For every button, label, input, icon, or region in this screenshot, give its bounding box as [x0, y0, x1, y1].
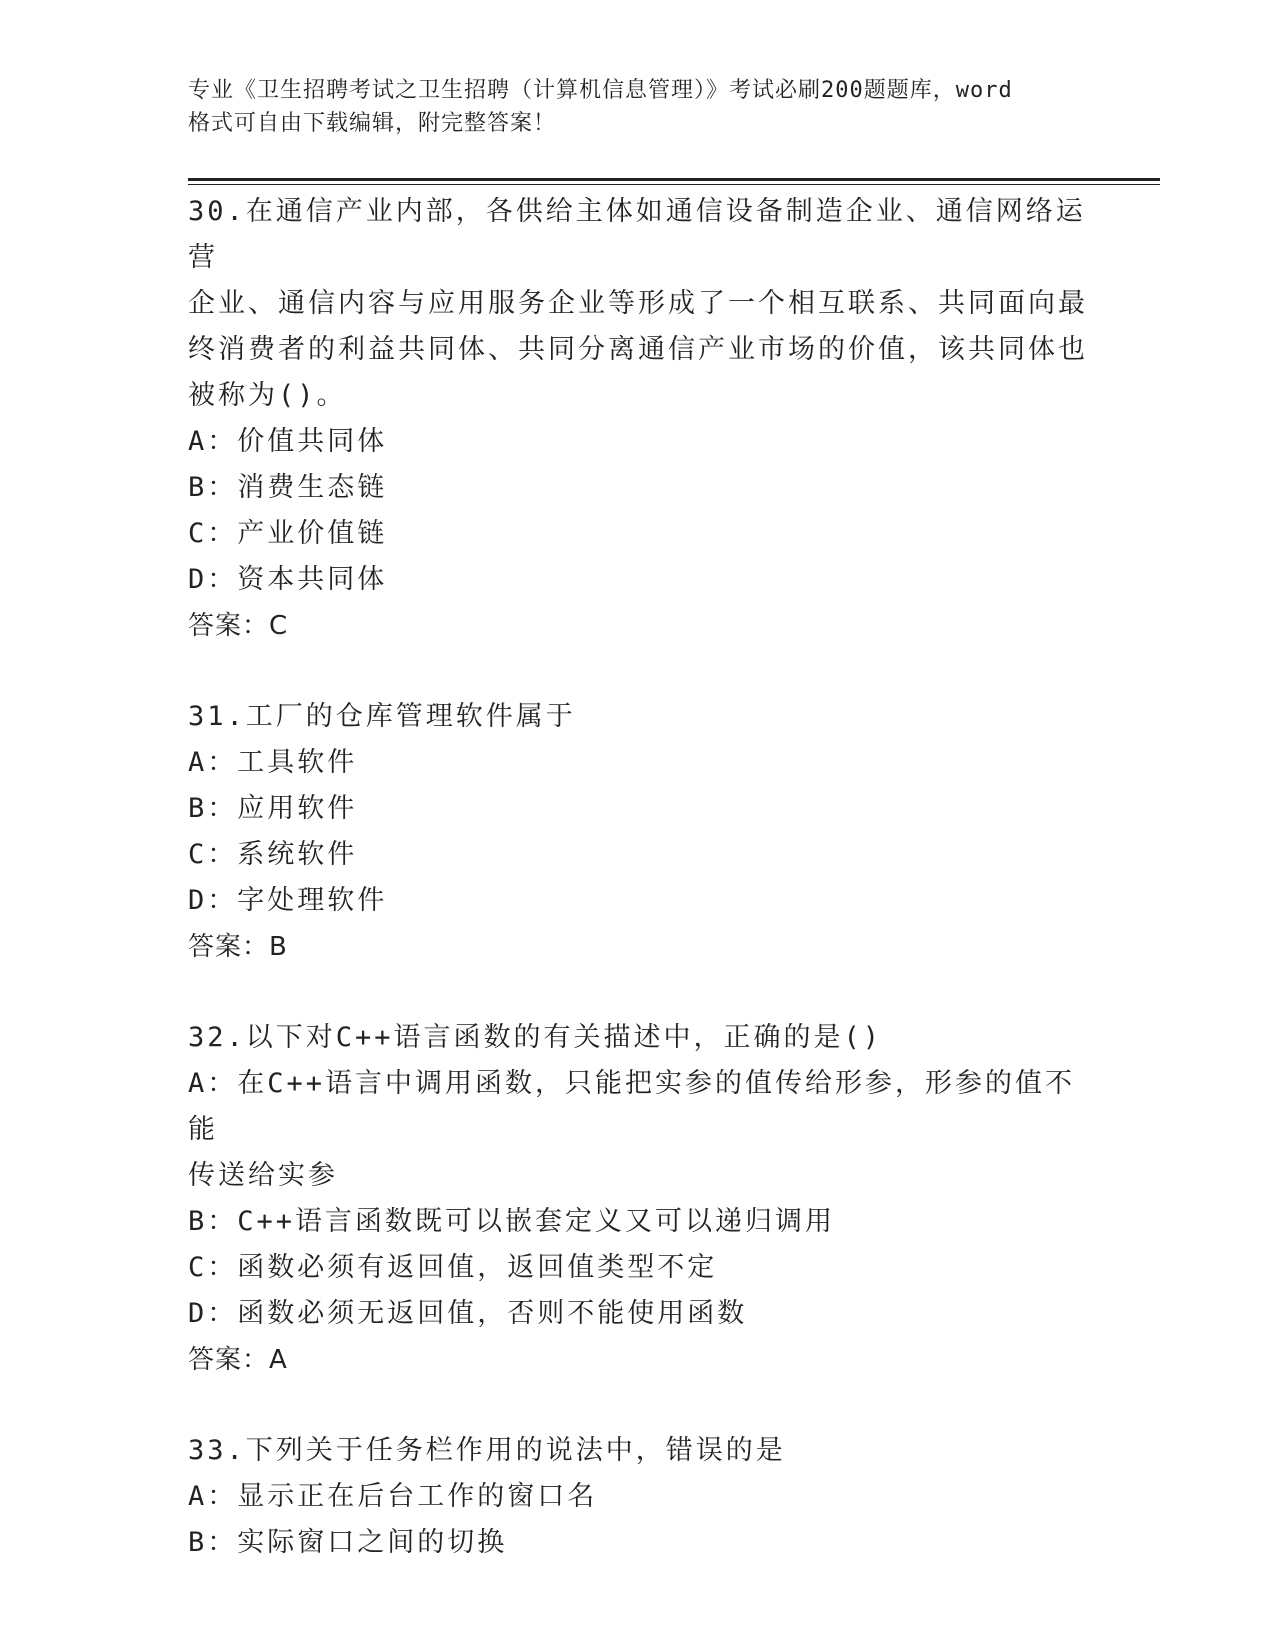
option-c: C：产业价值链 — [188, 518, 388, 549]
answer-line: 答案：C — [188, 611, 289, 641]
question-list — [188, 189, 1088, 1611]
question-31 — [188, 694, 1088, 970]
option-d: D：资本共同体 — [188, 564, 388, 595]
answer-line: 答案：B — [188, 932, 288, 962]
option-a: A：工具软件 — [188, 747, 358, 778]
option-b: B：应用软件 — [188, 793, 358, 824]
option-a: A：在C++语言中调用函数，只能把实参的值传给形参，形参的值不能 — [188, 1068, 1076, 1145]
option-b: B：C++语言函数既可以嵌套定义又可以递归调用 — [188, 1206, 836, 1237]
header-divider-thin — [188, 184, 1160, 185]
option-b: B：消费生态链 — [188, 472, 388, 503]
option-a: A：价值共同体 — [188, 426, 388, 457]
question-stem-line: 32.以下对C++语言函数的有关描述中，正确的是() — [188, 1022, 883, 1053]
answer-line: 答案：A — [188, 1345, 288, 1375]
header-line-1: 专业《卫生招聘考试之卫生招聘（计算机信息管理）》考试必刷200题题库，word — [188, 78, 1013, 103]
question-stem-line: 33.下列关于任务栏作用的说法中，错误的是 — [188, 1435, 786, 1466]
question-32 — [188, 1015, 1088, 1383]
option-c: C：函数必须有返回值，返回值类型不定 — [188, 1252, 718, 1283]
question-stem-line: 31.工厂的仓库管理软件属于 — [188, 701, 576, 732]
document-header — [188, 74, 1088, 140]
header-divider-thick — [188, 178, 1160, 181]
option-d: D：函数必须无返回值，否则不能使用函数 — [188, 1298, 748, 1329]
question-33 — [188, 1428, 1088, 1566]
option-a-continued: 传送给实参 — [188, 1160, 338, 1191]
option-a: A：显示正在后台工作的窗口名 — [188, 1481, 598, 1512]
option-c: C：系统软件 — [188, 839, 358, 870]
option-b: B：实际窗口之间的切换 — [188, 1527, 508, 1558]
question-stem-line: 企业、通信内容与应用服务企业等形成了一个相互联系、共同面向最 — [188, 288, 1088, 319]
question-stem-line: 终消费者的利益共同体、共同分离通信产业市场的价值，该共同体也 — [188, 334, 1088, 365]
question-stem-line: 30.在通信产业内部，各供给主体如通信设备制造企业、通信网络运营 — [188, 196, 1086, 273]
header-line-2: 格式可自由下载编辑，附完整答案！ — [188, 111, 557, 136]
question-stem-line: 被称为()。 — [188, 380, 347, 411]
option-d: D：字处理软件 — [188, 885, 388, 916]
question-30 — [188, 189, 1088, 649]
